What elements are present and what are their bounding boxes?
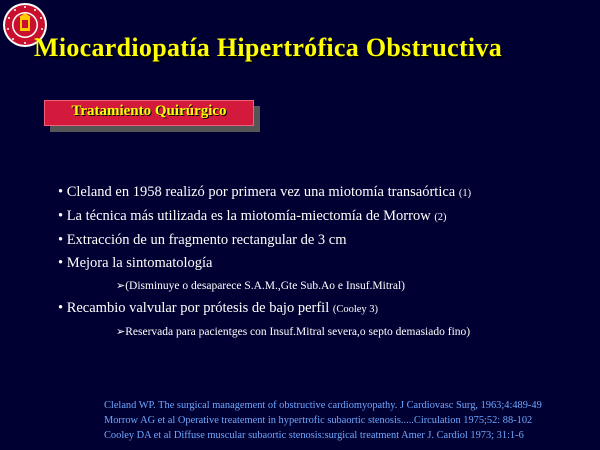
bullet-text: • Recambio valvular por prótesis de bajo perfil <box>58 300 333 316</box>
bullet-item <box>58 181 598 205</box>
sub-bullet-text: Reservada para pacientges con Insuf.Mitral severa,o septo demasiado fino) <box>125 326 471 338</box>
bullet-ref: (1) <box>458 188 472 199</box>
arrow-bullet-icon: ➢ <box>116 280 126 292</box>
bullet-text: • Cleland en 1958 realizó por primera vez una miotomía transaórtica <box>58 184 459 200</box>
bullet-ref: (Cooley 3) <box>332 304 379 315</box>
bullet-item <box>58 252 598 275</box>
reference-line: Cooley DA et al Diffuse muscular subaortic stenosis:surgical treatment Amer J. Cardiol 1973; 31:1-6 <box>104 430 524 441</box>
bullet-item <box>58 297 598 321</box>
references-block <box>104 398 598 443</box>
bullet-ref: (2) <box>434 212 447 223</box>
slide-title: Miocardiopatía Hipertrófica Obstructiva <box>34 33 503 62</box>
bullet-item <box>58 205 598 229</box>
bullet-text: • La técnica más utilizada es la miotomía-miectomía de Morrow <box>58 208 435 224</box>
reference-line: Morrow AG et al Operative treatement in hypertrofic subaortic stenosis.....Circulation 1975;52: 88-102 <box>104 415 533 426</box>
reference-line: Cleland WP. The surgical management of obstructive cardiomyopathy. J Cardiovasc Surg, 1963;4:489-49 <box>104 400 542 411</box>
bullet-list <box>58 181 598 343</box>
bullet-text: • Extracción de un fragmento rectangular de 3 cm <box>58 232 347 248</box>
section-heading-box <box>44 100 262 132</box>
arrow-bullet-icon: ➢ <box>116 326 126 338</box>
bullet-item <box>58 229 598 252</box>
sub-bullet-item <box>116 321 598 343</box>
sub-bullet-item <box>116 275 598 297</box>
sub-bullet-text: (Disminuye o desaparece S.A.M.,Gte Sub.Ao e Insuf.Mitral) <box>125 280 405 292</box>
section-heading-label: Tratamiento Quirúrgico <box>71 103 227 119</box>
bullet-text: • Mejora la sintomatología <box>58 255 213 271</box>
